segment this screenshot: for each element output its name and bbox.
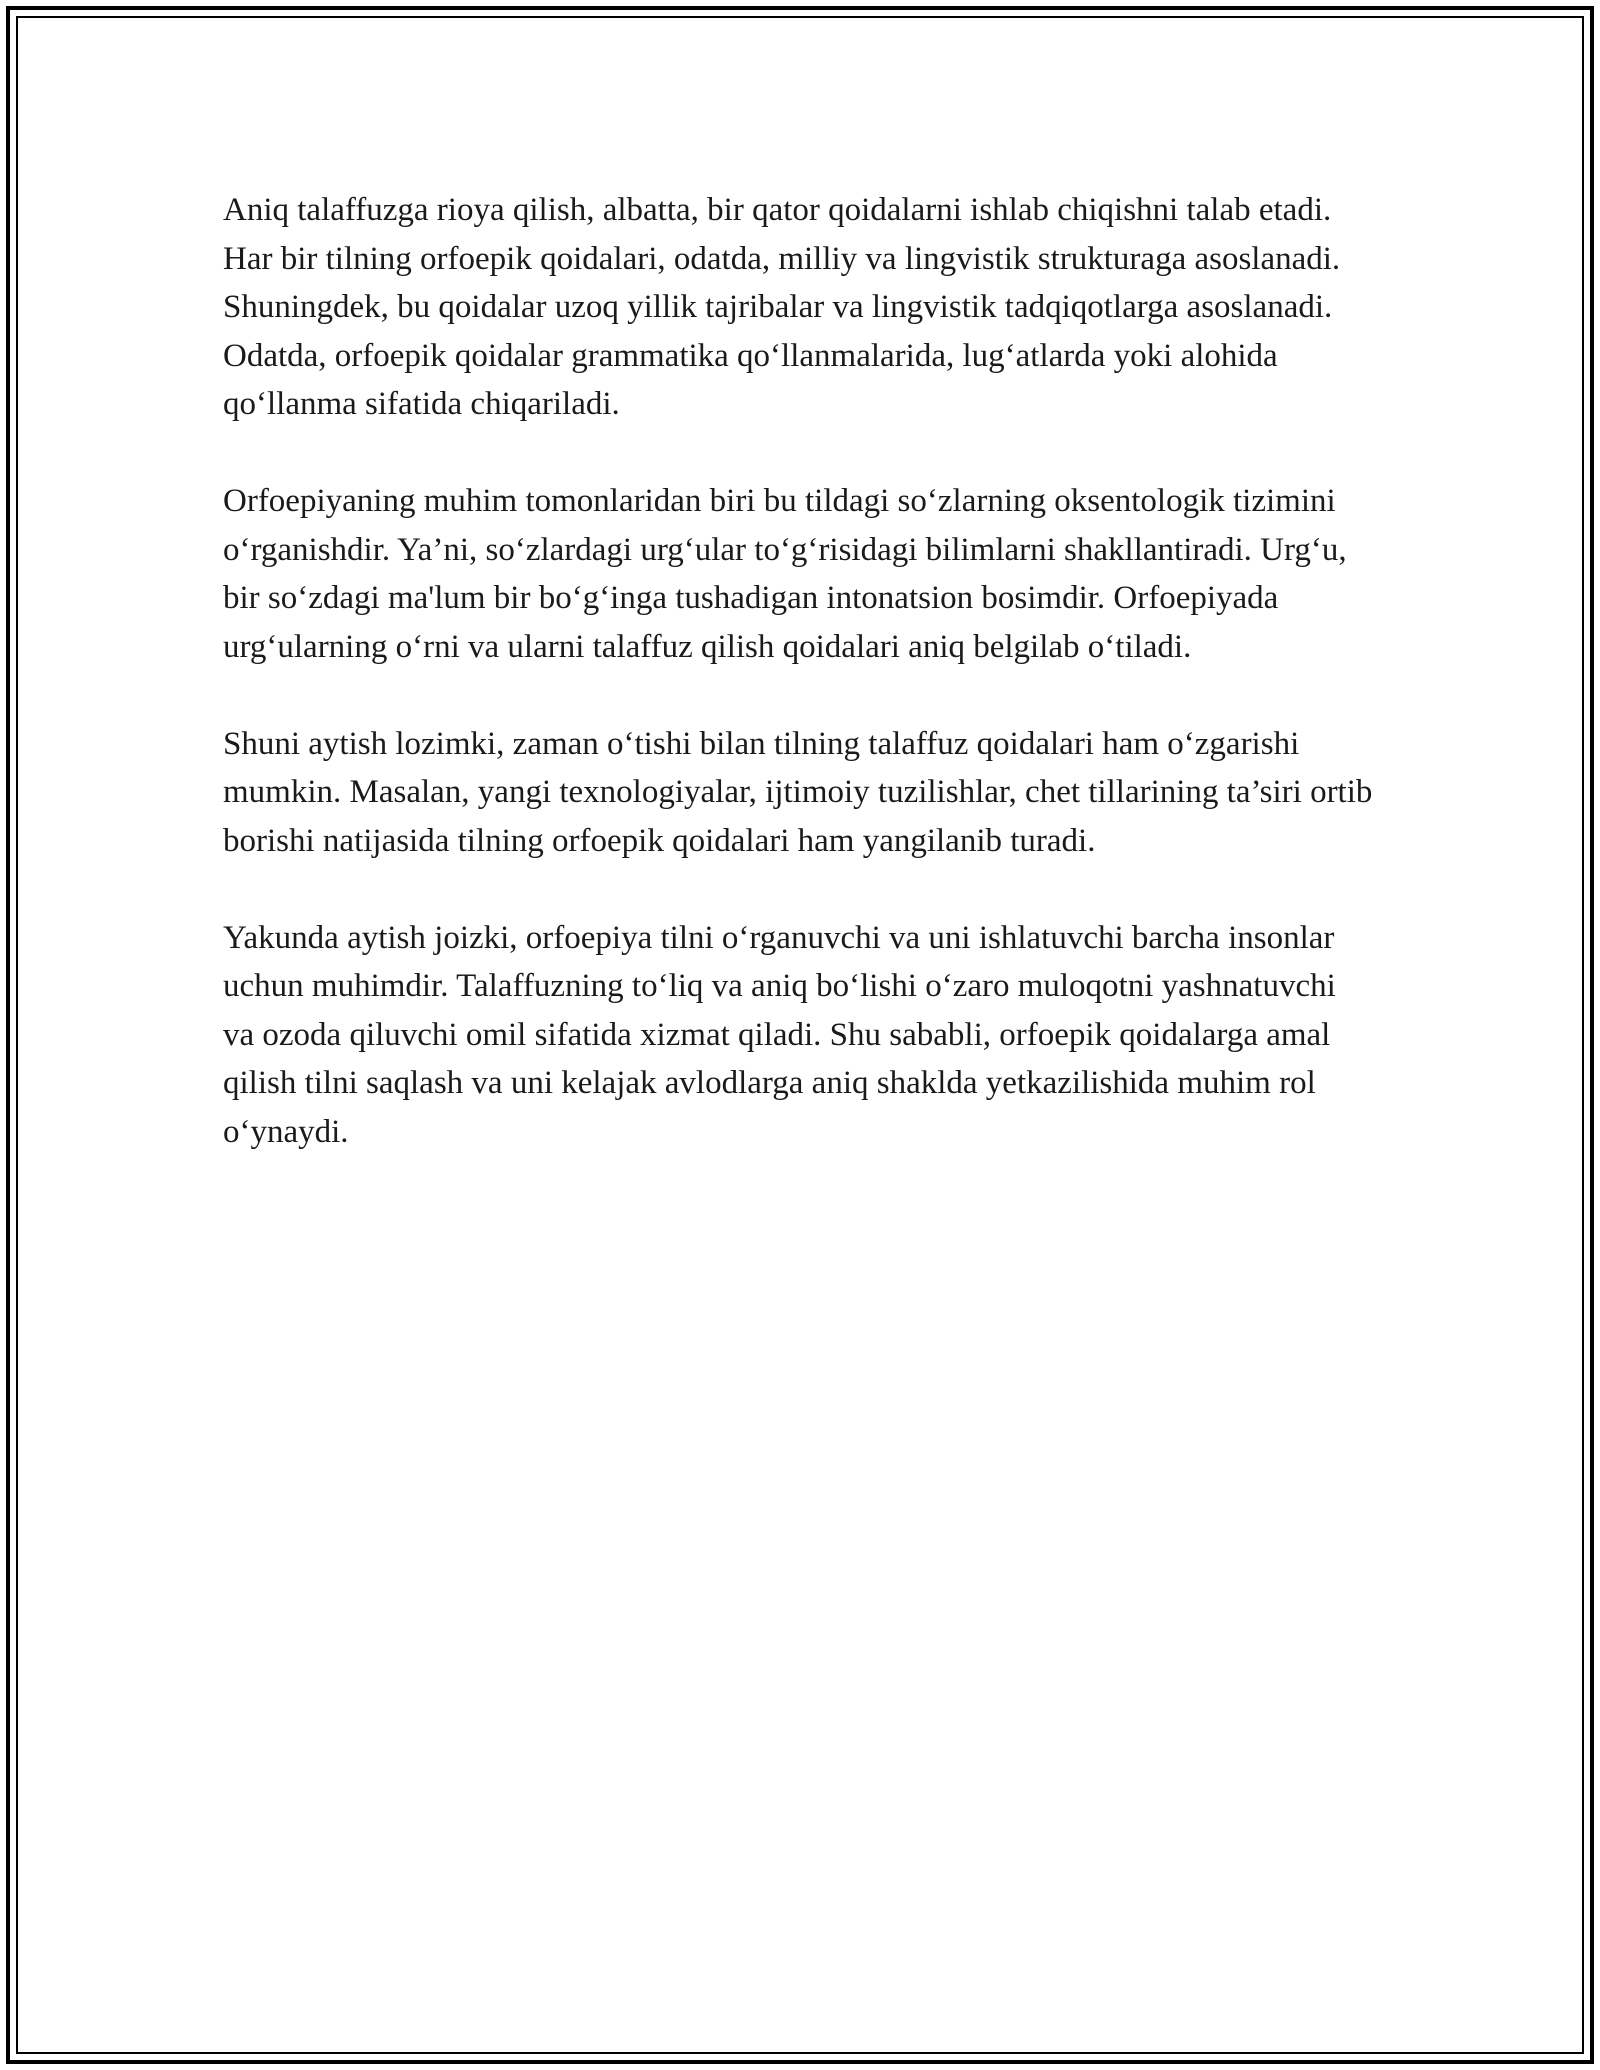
document-body xyxy=(223,186,1373,1205)
paragraph-3: Shuni aytish lozimki, zaman o‘tishi bilan tilning talaffuz qoidalari ham o‘zgarishi mumkin. Masalan, yangi texnologiyalar, ijtimoiy tuzilishlar, chet tillarining ta’siri ortib borishi natijasida tilning orfoepik qoidalari ham yangilanib turadi. xyxy=(223,725,1373,859)
paragraph-2: Orfoepiyaning muhim tomonlaridan biri bu tildagi so‘zlarning oksentologik tizimini o‘rganishdir. Ya’ni, so‘zlardagi urg‘ular to‘g‘risidagi bilimlarni shakllantiradi. Urg‘u, bir so‘zdagi ma'lum bir bo‘g‘inga tushadigan intonatsion bosimdir. Orfoepiyada urg‘ularning o‘rni va ularni talaffuz qilish qoidalari aniq belgilab o‘tiladi. xyxy=(223,483,1347,665)
paragraph-4: Yakunda aytish joizki, orfoepiya tilni o‘rganuvchi va uni ishlatuvchi barcha insonlar uchun muhimdir. Talaffuzning to‘liq va aniq bo‘lishi o‘zaro muloqotni yashnatuvchi va ozoda qiluvchi omil sifatida xizmat qiladi. Shu sababli, orfoepik qoidalarga amal qilish tilni saqlash va uni kelajak avlodlarga aniq shaklda yetkazilishida muhim rol o‘ynaydi. xyxy=(223,919,1336,1150)
paragraph-1: Aniq talaffuzga rioya qilish, albatta, bir qator qoidalarni ishlab chiqishni talab etadi. Har bir tilning orfoepik qoidalari, odatda, milliy va lingvistik strukturaga asoslanadi. Shuningdek, bu qoidalar uzoq yillik tajribalar va lingvistik tadqiqotlarga asoslanadi. Odatda, orfoepik qoidalar grammatika qo‘llanmalarida, lug‘atlarda yoki alohida qo‘llanma sifatida chiqariladi. xyxy=(223,192,1341,422)
